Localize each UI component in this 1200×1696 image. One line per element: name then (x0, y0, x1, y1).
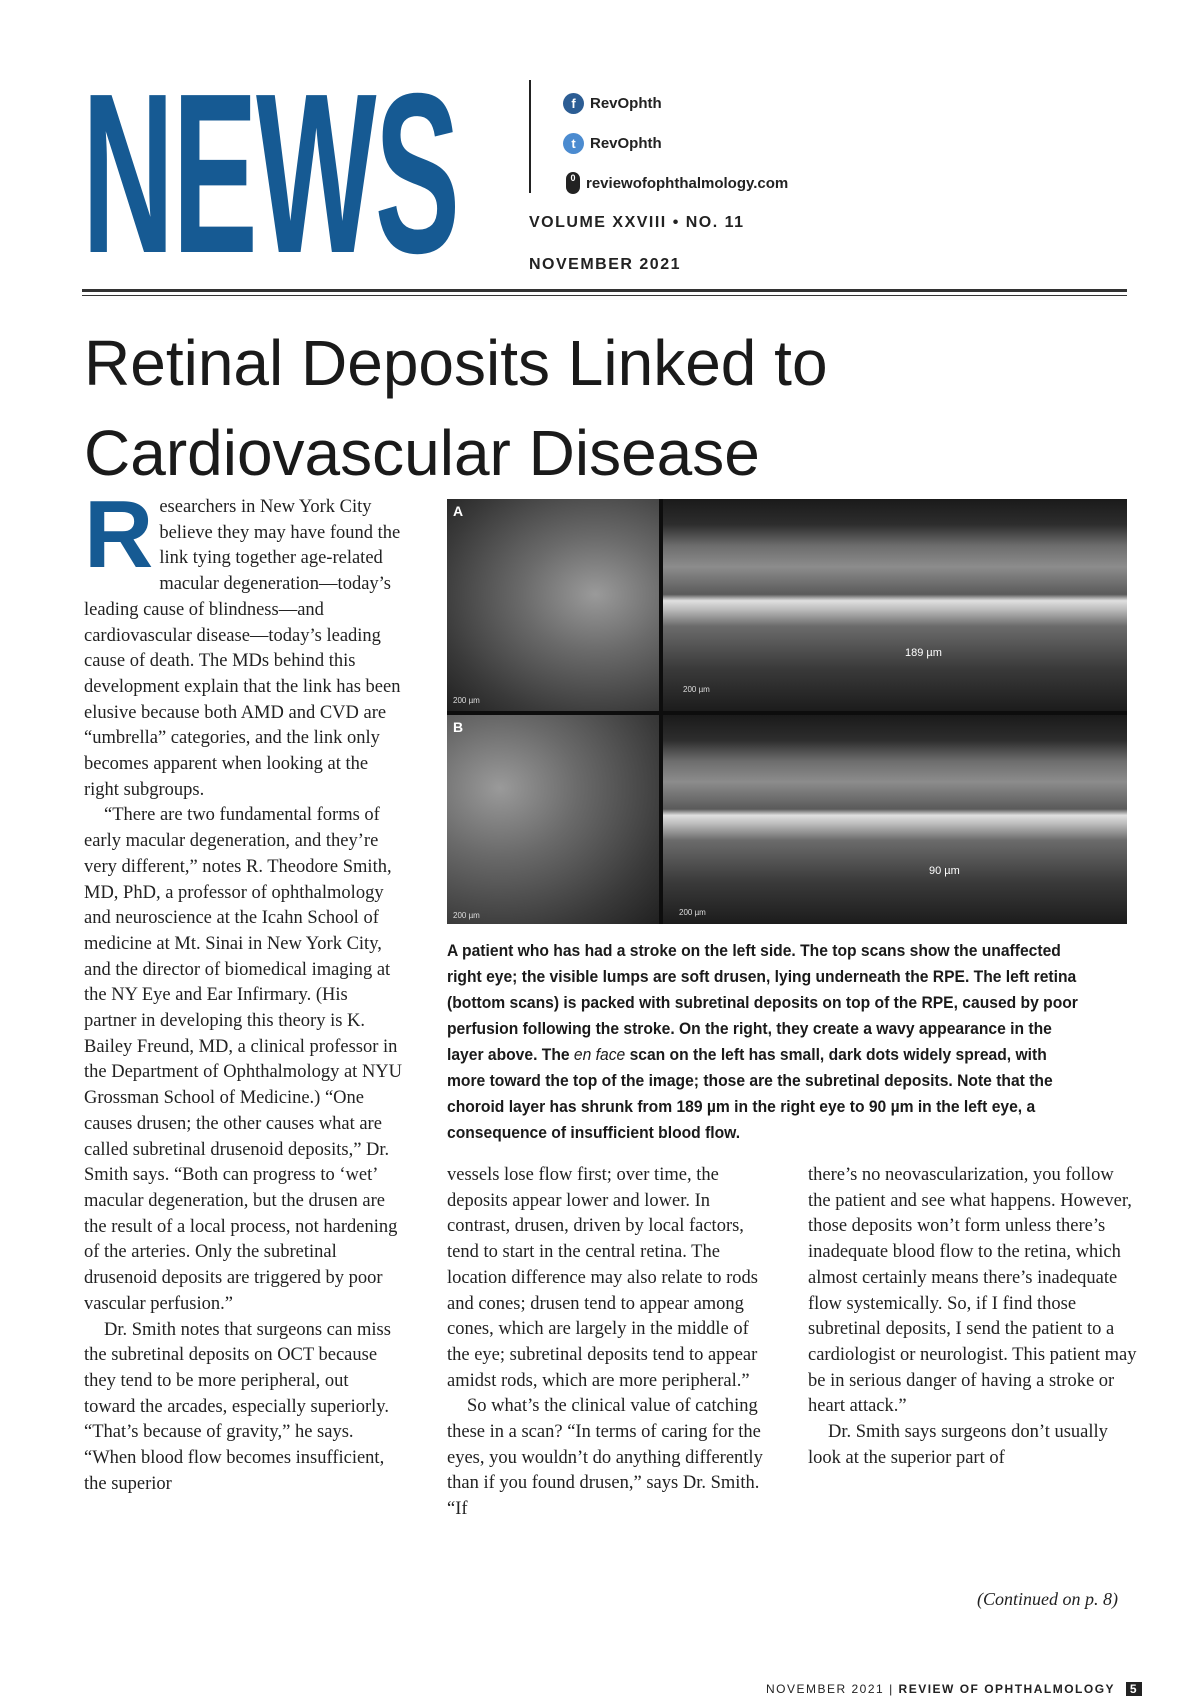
article-column-2 (447, 1163, 775, 1523)
facebook-handle: RevOphth (590, 95, 662, 112)
article-paragraph: Dr. Smith says surgeons don’t usually look at the superior part of (808, 1422, 1108, 1468)
volume-number: VOLUME XXVIII • NO. 11 (529, 214, 745, 231)
continued-note: (Continued on p. 8) (977, 1589, 1118, 1609)
scale-bar-label: 200 µm (453, 696, 480, 705)
article-paragraph: there’s no neovascularization, you follow the patient and see what happens. However, those deposits won’t form unless there’s inadequate blood flow to the retina, which almost certainly means there’s inadequate flow systemically. So, if I find those subretinal deposits, I send the patient to a cardiologist or neurologist. This patient may be in serious danger of having a stroke or heart attack.” (808, 1165, 1137, 1417)
issue-date: NOVEMBER 2021 (529, 256, 681, 273)
article-column-3 (808, 1163, 1138, 1471)
article-paragraph: So what’s the clinical value of catching these in a scan? “In terms of caring for the eyes, you wouldn’t do anything differently than if you found drusen,” says Dr. Smith. “If (447, 1396, 763, 1520)
page-number: 5 (1126, 1682, 1142, 1696)
twitter-icon: t (563, 133, 584, 154)
oct-scan-left-eye (663, 715, 1127, 924)
figure-caption: A patient who has had a stroke on the left side. The top scans show the unaffected right eye; the visible lumps are soft drusen, lying underneath the RPE. The left retina (bottom scans) is packed with subretinal deposits on top of the RPE, caused by poor perfusion following the stroke. On the right, they create a wavy appearance in the layer above. The en face scan on the left has small, dark dots widely spread, with more toward the top of the image; those are the subretinal deposits. Note that the choroid layer has shrunk from 189 µm in the right eye to 90 µm in the left eye, a consequence of insufficient blood flow. (447, 941, 1078, 1142)
fundus-image-right-eye (447, 499, 659, 711)
oct-figure (447, 499, 1127, 924)
footer-publication: REVIEW OF OPHTHALMOLOGY (898, 1682, 1116, 1696)
article-paragraph: Researchers in New York City believe they may have found the link tying together age-related macular degeneration—today’s leading cause of blindness—and cardiovascular disease—today’s leading cause of death. The MDs behind this development explain that the link has been elusive because both AMD and CVD are “umbrella” categories, and the link only becomes apparent when looking at the right subgroups. (84, 481, 401, 800)
page-footer (766, 1682, 1142, 1696)
masthead-divider (529, 80, 531, 193)
twitter-handle: RevOphth (590, 135, 662, 152)
news-logo: NEWS (82, 60, 459, 275)
website-link[interactable] (566, 172, 788, 194)
mouse-icon: 0 (566, 172, 580, 194)
footer-date: NOVEMBER 2021 (766, 1682, 885, 1696)
article-headline: Retinal Deposits Linked to Cardiovascular Disease (84, 327, 828, 489)
twitter-link[interactable] (563, 133, 662, 154)
facebook-link[interactable] (563, 93, 662, 114)
drop-cap: R (84, 481, 154, 588)
article-column-1 (84, 481, 404, 1497)
scale-bar-label: 200 µm (683, 685, 710, 694)
fundus-image-left-eye (447, 715, 659, 924)
panel-label-b: B (453, 719, 464, 735)
scale-bar-label: 200 µm (453, 911, 480, 920)
choroid-thickness-right: 189 µm (905, 647, 942, 659)
masthead-rule-thin (82, 295, 1127, 296)
article-paragraph: “There are two fundamental forms of early macular degeneration, and they’re very different,” notes R. Theodore Smith, MD, PhD, a professor of ophthalmology and neuroscience at the Icahn School of medicine at Mt. Sinai in New York City, and the director of biomedical imaging at the NY Eye and Ear Infirmary. (His partner in developing this theory is K. Bailey Freund, MD, a clinical professor in the Department of Ophthalmology at NYU Grossman School of Medicine.) “One causes drusen; the other causes what are called subretinal drusenoid deposits,” Dr. Smith says. “Both can progress to ‘wet’ macular degeneration, but the drusen are the result of a local process, not hardening of the arteries. Only the subretinal drusenoid deposits are triggered by poor vascular perfusion.” (84, 805, 403, 1314)
scale-bar-label: 200 µm (679, 908, 706, 917)
website-url: reviewofophthalmology.com (586, 174, 789, 192)
footer-separator: | (889, 1682, 894, 1696)
facebook-icon: f (563, 93, 584, 114)
article-paragraph: Dr. Smith notes that surgeons can miss the subretinal deposits on OCT because they tend to be more peripheral, out toward the arcades, especially superiorly. “That’s because of gravity,” he says. “When blood flow becomes insufficient, the superior (84, 1319, 391, 1494)
article-paragraph: vessels lose flow first; over time, the deposits appear lower and lower. In contrast, drusen, driven by local factors, tend to start in the central retina. The location difference may also relate to rods and cones; drusen tend to appear among cones, which are largely in the middle of the eye; subretinal deposits tend to appear amidst rods, which are more peripheral.” (447, 1165, 758, 1391)
masthead-rule (82, 289, 1127, 292)
oct-scan-right-eye (663, 499, 1127, 711)
panel-label-a: A (453, 503, 464, 519)
choroid-thickness-left: 90 µm (929, 865, 960, 877)
